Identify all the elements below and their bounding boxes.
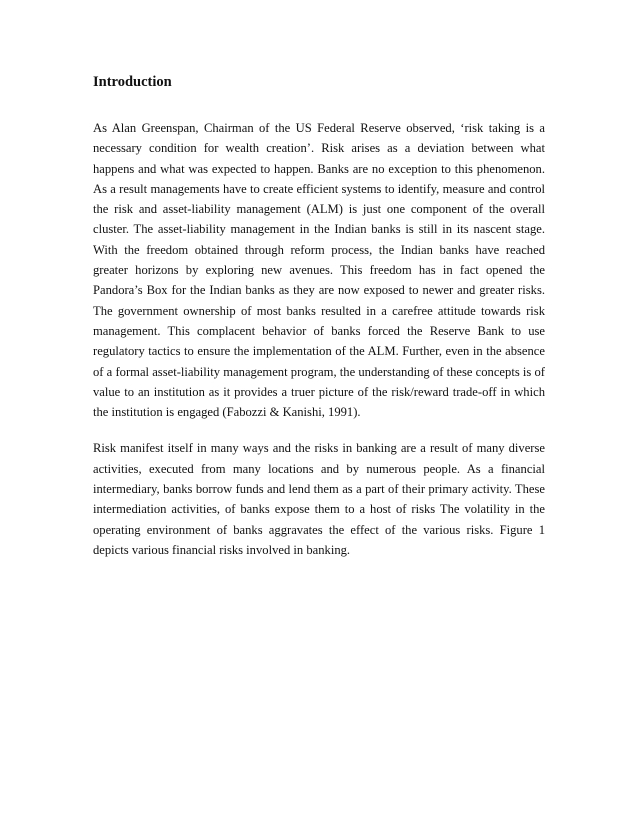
paragraph-1: As Alan Greenspan, Chairman of the US Federal Reserve observed, ‘risk taking is a necessary condition for wealth creation’. Risk arises as a deviation between what happens and what was expected to happen. Banks are no exception to this phenomenon. As a result managements have to create efficient systems to identify, measure and control the risk and asset-liability management (ALM) is just one component of the overall cluster. The asset-liability management in the Indian banks is still in its nascent stage. With the freedom obtained through reform process, the Indian banks have reached greater horizons by exploring new avenues. This freedom has in fact opened the Pandora’s Box for the Indian banks as they are now exposed to newer and greater risks. The government ownership of most banks resulted in a carefree attitude towards risk management. This complacent behavior of banks forced the Reserve Bank to use regulatory tactics to ensure the implementation of the ALM. Further, even in the absence of a formal asset-liability management program, the understanding of these concepts is of value to an institution as it provides a truer picture of the risk/reward trade-off in which the institution is engaged (Fabozzi & Kanishi, 1991). bbox=[93, 121, 545, 420]
document-body bbox=[93, 72, 545, 560]
paragraph-2: Risk manifest itself in many ways and the risks in banking are a result of many diverse activities, executed from many locations and by numerous people. As a financial intermediary, banks borrow funds and lend them as a part of their primary activity. These intermediation activities, of banks expose them to a host of risks The volatility in the operating environment of banks aggravates the effect of the various risks. Figure 1 depicts various financial risks involved in banking. bbox=[93, 441, 545, 557]
section-heading: Introduction bbox=[93, 74, 172, 90]
